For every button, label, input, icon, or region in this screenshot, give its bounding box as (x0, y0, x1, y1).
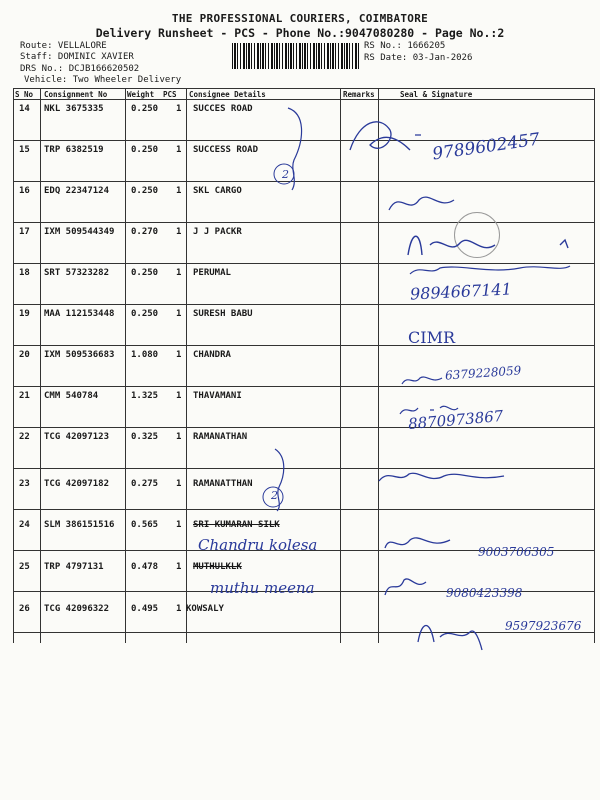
handwritten-name: Chandru kolesa (198, 536, 318, 554)
cell-sno: 22 (19, 432, 30, 442)
barcode (232, 43, 360, 69)
cell-consignment: TCG 42097123 (44, 432, 110, 442)
cell-consignee: J J PACKR (193, 227, 242, 237)
cell-consignee: CHANDRA (193, 350, 231, 360)
runsheet-title: Delivery Runsheet - PCS - Phone No.:9047080280 - Page No.:2 (95, 26, 505, 40)
cell-sno: 19 (19, 309, 30, 319)
cell-weight: 0.250 (131, 268, 159, 278)
rs-number: RS No.: 1666205 (364, 41, 446, 51)
cell-consignee: SKL CARGO (193, 186, 242, 196)
cell-weight: 0.250 (131, 186, 159, 196)
th-signature: Seal & Signature (400, 90, 473, 99)
cell-consignee: PERUMAL (193, 268, 231, 278)
cell-pcs: 1 (176, 309, 182, 319)
cell-sno: 18 (19, 268, 30, 278)
table-row (13, 387, 595, 428)
signature-20 (398, 370, 448, 390)
th-consignee: Consignee Details (189, 90, 266, 99)
cell-consignment: NKL 3675335 (44, 104, 104, 114)
cell-consignee: MUTHULKLK (193, 562, 242, 572)
cell-consignee: SURESH BABU (193, 309, 253, 319)
rs-date: RS Date: 03-Jan-2026 (364, 53, 473, 63)
cell-consignee: SRI KUMARAN SILK (193, 520, 280, 530)
company-title: THE PROFESSIONAL COURIERS, COIMBATORE (171, 12, 429, 25)
cell-consignment: SRT 57323282 (44, 268, 110, 278)
cell-pcs: 1 (176, 604, 182, 614)
cell-pcs: 1 (176, 186, 182, 196)
signature-25 (380, 570, 440, 605)
cell-consignment: MAA 112153448 (44, 309, 115, 319)
cell-sno: 16 (19, 186, 30, 196)
cell-weight: 0.275 (131, 479, 159, 489)
cell-sno: 20 (19, 350, 30, 360)
cell-sno: 25 (19, 562, 30, 572)
cell-consignment: TCG 42096322 (44, 604, 110, 614)
cell-consignment: TRP 6382519 (44, 145, 104, 155)
circled-number: 2 (271, 489, 278, 502)
drs-label: DRS No.: DCJB166620502 (20, 64, 140, 74)
th-consignment: Consignment No (44, 90, 108, 99)
th-remarks: Remarks (343, 90, 375, 99)
cell-weight: 0.565 (131, 520, 159, 530)
cell-sno: 23 (19, 479, 30, 489)
circled-number: 2 (282, 168, 289, 181)
cell-consignee: THAVAMANI (193, 391, 242, 401)
cell-sno: 26 (19, 604, 30, 614)
signature-24 (380, 528, 470, 558)
cell-consignment: TCG 42097182 (44, 479, 110, 489)
handwritten-phone: 6379228059 (444, 363, 522, 383)
cell-sno: 17 (19, 227, 30, 237)
cell-sno: 21 (19, 391, 30, 401)
cell-pcs: 1 (176, 145, 182, 155)
cell-consignment: CMM 540784 (44, 391, 99, 401)
handwritten-phone: 9894667141 (409, 279, 513, 304)
cell-consignment: IXM 509536683 (44, 350, 115, 360)
cell-pcs: 1 (176, 479, 182, 489)
route-label: Route: VELLALORE (20, 41, 107, 51)
cell-pcs: 1 (176, 562, 182, 572)
cell-consignment: SLM 386151516 (44, 520, 115, 530)
cell-pcs: 1 (176, 104, 182, 114)
cell-consignment: IXM 509544349 (44, 227, 115, 237)
cell-consignee: KOWSALY (186, 604, 224, 614)
cell-sno: 24 (19, 520, 30, 530)
cell-weight: 1.325 (131, 391, 159, 401)
cell-pcs: 1 (176, 520, 182, 530)
handwritten-name: muthu meena (210, 579, 315, 597)
handwritten-phone: 8870973867 (407, 406, 505, 434)
cell-weight: 0.270 (131, 227, 159, 237)
signature-26 (410, 612, 500, 652)
cell-consignee: SUCCES ROAD (193, 104, 253, 114)
cell-pcs: 1 (176, 268, 182, 278)
signature-23 (374, 466, 514, 488)
cell-pcs: 1 (176, 391, 182, 401)
cell-sno: 15 (19, 145, 30, 155)
cell-pcs: 1 (176, 432, 182, 442)
cell-consignee: RAMANATTHAN (193, 479, 253, 489)
cell-sno: 14 (19, 104, 30, 114)
handwritten-phone: 9789602457 (431, 129, 542, 165)
bracket-mark (260, 100, 320, 195)
vehicle-label: Vehicle: Two Wheeler Delivery (24, 75, 182, 85)
handwritten-phone: 9080423398 (446, 586, 523, 600)
cell-weight: 0.250 (131, 104, 159, 114)
cell-weight: 0.478 (131, 562, 159, 572)
staff-label: Staff: DOMINIC XAVIER (20, 52, 134, 62)
cell-consignment: TRP 4797131 (44, 562, 104, 572)
signature-18 (400, 260, 580, 280)
th-pcs: PCS (163, 90, 177, 99)
cell-consignment: EDQ 22347124 (44, 186, 110, 196)
cell-weight: 1.080 (131, 350, 159, 360)
cell-weight: 0.250 (131, 145, 159, 155)
cell-pcs: 1 (176, 227, 182, 237)
cell-weight: 0.250 (131, 309, 159, 319)
cell-pcs: 1 (176, 350, 182, 360)
handwritten-phone: 9003706305 (478, 545, 555, 559)
th-weight: Weight (127, 90, 155, 99)
signature-17 (400, 225, 590, 265)
cell-consignee: RAMANATHAN (193, 432, 248, 442)
cell-weight: 0.325 (131, 432, 159, 442)
handwritten-phone: 9597923676 (505, 619, 582, 633)
cell-weight: 0.495 (131, 604, 159, 614)
th-sno: S No (15, 90, 34, 99)
bracket-mark (255, 445, 300, 515)
handwritten-note: CIMR (408, 328, 455, 347)
cell-consignee: SUCCESS ROAD (193, 145, 259, 155)
